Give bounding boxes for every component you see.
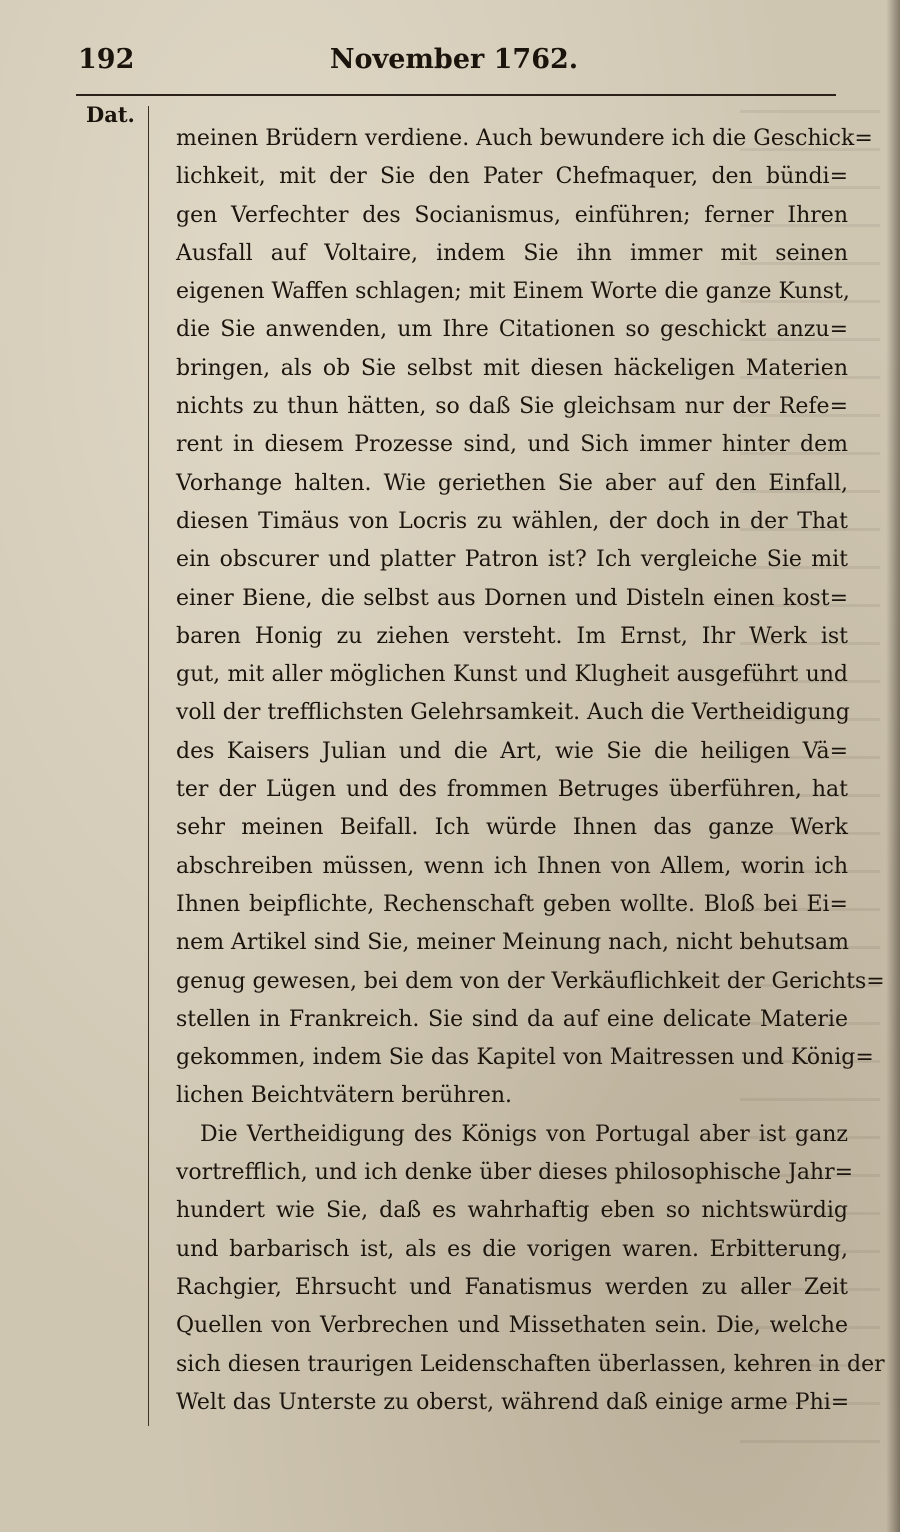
page-number: 192 [78,44,135,75]
text-line: nichts zu thun hätten, so daß Sie gleichsam nur der Refe= [176,394,848,420]
text-line: sich diesen traurigen Leidenschaften überlassen, kehren in der [176,1351,885,1377]
body-text [176,120,885,1422]
margin-rule [148,106,149,1426]
text-line: hundert wie Sie, daß es wahrhaftig eben so nichtswürdig [176,1198,848,1224]
header-rule [76,94,836,96]
text-line: gen Verfechter des Socianismus, einführen; ferner Ihren [176,202,848,228]
paragraph-start-line: Die Vertheidigung des Königs von Portugal aber ist ganz [200,1121,848,1147]
text-line: meinen Brüdern verdiene. Auch bewundere ich die Geschick= [176,126,873,151]
text-line: ein obscurer und platter Patron ist? Ich vergleiche Sie mit [176,547,848,573]
text-line: gekommen, indem Sie das Kapitel von Maitressen und König= [176,1045,874,1071]
text-line: rent in diesem Prozesse sind, und Sich immer hinter dem [176,432,848,458]
text-line: bringen, als ob Sie selbst mit diesen häckeligen Materien [176,355,848,381]
text-line: lichkeit, mit der Sie den Pater Chefmaquer, den bündi= [176,164,848,190]
text-line: nem Artikel sind Sie, meiner Meinung nach, nicht behutsam [176,930,850,956]
text-line: baren Honig zu ziehen versteht. Im Ernst, Ihr Werk ist [176,623,848,649]
text-line: genug gewesen, bei dem von der Verkäuflichkeit der Gerichts= [176,968,885,994]
paragraph-end-line: lichen Beichtvätern berühren. [176,1083,513,1109]
text-line: abschreiben müssen, wenn ich Ihnen von Allem, worin ich [176,853,848,879]
text-line: voll der trefflichsten Gelehrsamkeit. Auch die Vertheidigung [176,700,850,726]
text-line: stellen in Frankreich. Sie sind da auf eine delicate Materie [176,1006,848,1032]
text-line: Quellen von Verbrechen und Missethaten sein. Die, welche [176,1313,848,1339]
text-line: Welt das Unterste zu oberst, während daß einige arme Phi= [176,1389,850,1415]
text-line: des Kaisers Julian und die Art, wie Sie die heiligen Vä= [176,738,848,764]
text-line: einer Biene, die selbst aus Dornen und Disteln einen kost= [176,585,848,611]
text-line: vortrefflich, und ich denke über dieses philosophische Jahr= [176,1160,854,1186]
running-head: November 1762. [329,44,579,75]
text-line: eigenen Waffen schlagen; mit Einem Worte die ganze Kunst, [176,279,850,305]
page-edge-shadow [886,0,900,1532]
text-line: Ihnen beipflichte, Rechenschaft geben wollte. Bloß bei Ei= [176,891,848,917]
text-line: Rachgier, Ehrsucht und Fanatismus werden zu aller Zeit [176,1274,848,1300]
text-line: diesen Timäus von Locris zu wählen, der doch in der That [176,508,848,534]
text-line: die Sie anwenden, um Ihre Citationen so geschickt anzu= [176,317,848,343]
text-line: gut, mit aller möglichen Kunst und Klugheit ausgeführt und [176,662,848,688]
text-line: Vorhange halten. Wie geriethen Sie aber auf den Einfall, [176,470,848,496]
page-header [74,44,834,84]
text-line: und barbarisch ist, als es die vorigen waren. Erbitterung, [176,1236,848,1262]
text-line: ter der Lügen und des frommen Betruges überführen, hat [176,777,848,803]
text-line: sehr meinen Beifall. Ich würde Ihnen das ganze Werk [176,815,848,841]
text-line: Ausfall auf Voltaire, indem Sie ihn immer mit seinen [176,240,848,266]
margin-label: Dat. [86,102,135,127]
